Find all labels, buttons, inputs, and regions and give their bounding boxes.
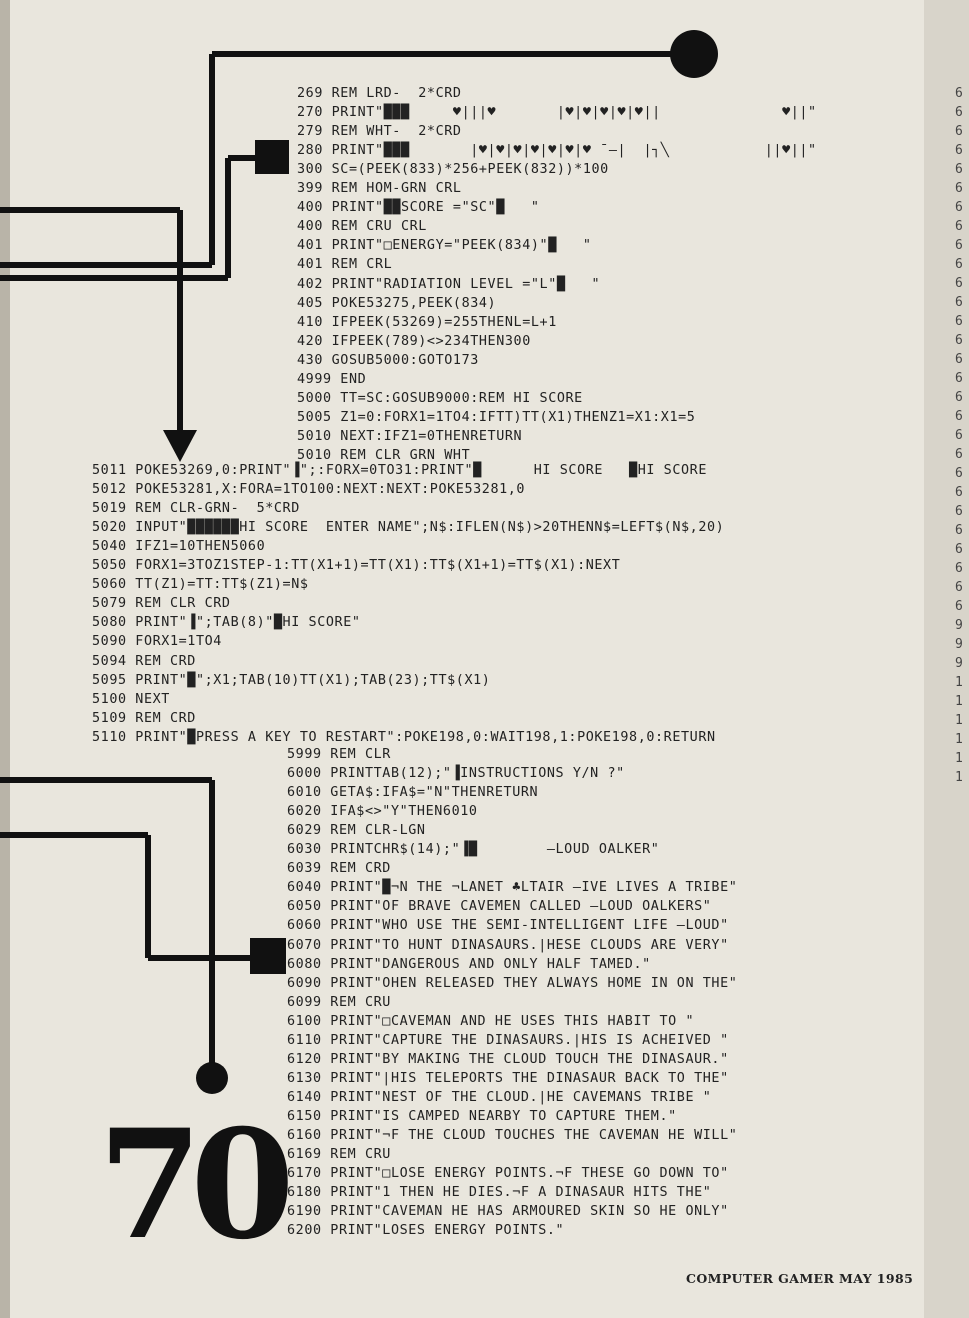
code-line: 402 PRINT"RADIATION LEVEL ="L"█ " [297,276,601,292]
code-line: 6160 PRINT"¬F THE CLOUD TOUCHES THE CAVEMAN HE WILL" [287,1128,738,1143]
code-line: 400 REM CRU CRL [297,219,427,235]
code-line: 6010 GETA$:IFA$="N"THENRETURN [287,785,539,801]
code-line: 5000 TT=SC:GOSUB9000:REM HI SCORE [297,390,583,406]
code-line: 300 SC=(PEEK(833)*256+PEEK(832))*100 [297,162,609,178]
code-line: 401 REM CRL [297,257,393,273]
code-line: 6180 PRINT"1 THEN HE DIES.¬F A DINASAUR HITS THE" [287,1185,712,1201]
code-line: 5050 FORX1=3TOZ1STEP-1:TT(X1+1)=TT(X1):TT$(X1+1)=TT$(X1):NEXT [92,558,621,574]
code-line: 6140 PRINT"NEST OF THE CLOUD.|HE CAVEMANS TRIBE " [287,1089,712,1105]
code-line: 6000 PRINTTAB(12);"▐INSTRUCTIONS Y/N ?" [287,766,625,782]
code-line: 5010 NEXT:IFZ1=0THENRETURN [297,428,523,444]
code-line: 5020 INPUT"██████HI SCORE ENTER NAME";N$:IFLEN(N$)>20THENN$=LEFT$(N$,20) [92,520,725,536]
code-line: 6060 PRINT"WHO USE THE SEMI-INTELLIGENT LIFE —LOUD" [287,918,729,934]
code-line: 5011 POKE53269,0:PRINT"▐";:FORX=0TO31:PRINT"█ HI SCORE █HI SCORE [92,463,707,478]
code-line: 6070 PRINT"TO HUNT DINASAURS.|HESE CLOUDS ARE VERY" [287,937,729,953]
code-line: 280 PRINT"███ |♥|♥|♥|♥|♥|♥|♥ ¯—| |┐╲ ||♥||" [297,143,817,159]
code-line: 5999 REM CLR [287,747,391,762]
code-line: 6150 PRINT"IS CAMPED NEARBY TO CAPTURE THEM." [287,1108,677,1124]
code-line: 6200 PRINT"LOSES ENERGY POINTS." [287,1223,565,1239]
code-line: 6030 PRINTCHR$(14);"▐█ —LOUD OALKER" [287,842,660,858]
magazine-footer: COMPUTER GAMER MAY 1985 [686,1271,914,1286]
code-line: 5060 TT(Z1)=TT:TT$(Z1)=N$ [92,577,309,593]
code-line: 6110 PRINT"CAPTURE THE DINASAURS.|HIS IS ACHEIVED " [287,1032,729,1048]
code-line: 410 IFPEEK(53269)=255THENL=L+1 [297,314,557,330]
code-line: 269 REM LRD- 2*CRD [297,86,462,101]
code-line: 6190 PRINT"CAVEMAN HE HAS ARMOURED SKIN SO HE ONLY" [287,1204,729,1220]
code-line: 6170 PRINT"□LOSE ENERGY POINTS.¬F THESE GO DOWN TO" [287,1166,729,1182]
code-line: 5019 REM CLR-GRN- 5*CRD [92,501,300,517]
code-line: 420 IFPEEK(789)<>234THEN300 [297,333,531,349]
code-line: 401 PRINT"□ENERGY="PEEK(834)"█ " [297,238,592,254]
page-number: 70 [98,1097,283,1273]
code-line: 5095 PRINT"█";X1;TAB(10)TT(X1);TAB(23);TT$(X1) [92,672,491,688]
code-line: 5090 FORX1=1TO4 [92,634,222,650]
code-line: 430 GOSUB5000:GOTO173 [297,352,479,368]
code-line: 399 REM HOM-GRN CRL [297,181,462,197]
code-line: 279 REM WHT- 2*CRD [297,124,462,140]
code-line: 5040 IFZ1=10THEN5060 [92,539,266,555]
code-line: 5094 REM CRD [92,653,196,669]
code-line: 6120 PRINT"BY MAKING THE CLOUD TOUCH THE DINASAUR." [287,1051,729,1067]
code-line: 6029 REM CLR-LGN [287,823,426,839]
code-line: 6040 PRINT"█¬N THE ¬LANET ♣LTAIR —IVE LIVES A TRIBE" [287,880,738,896]
code-line: 6039 REM CRD [287,861,391,877]
code-line: 6090 PRINT"OHEN RELEASED THEY ALWAYS HOME IN ON THE" [287,975,738,991]
code-line: 405 POKE53275,PEEK(834) [297,295,497,311]
code-line: 6169 REM CRU [287,1147,391,1163]
code-line: 5079 REM CLR CRD [92,596,231,612]
code-line: 5080 PRINT"▐";TAB(8)"█HI SCORE" [92,615,361,631]
code-line: 5012 POKE53281,X:FORA=1TO100:NEXT:NEXT:POKE53281,0 [92,482,526,498]
next-page-line-numbers: 6 6 6 6 6 6 6 6 6 6 6 6 6 6 6 6 6 6 6 6 6 6 6 6 6 6 6 6 9 9 9 1 1 1 1 1 1 [955,86,963,785]
code-line: 5010 REM CLR GRN WHT [297,447,471,463]
code-line: 6050 PRINT"OF BRAVE CAVEMEN CALLED —LOUD OALKERS" [287,899,712,915]
code-line: 5109 REM CRD [92,710,196,726]
code-line: 6100 PRINT"□CAVEMAN AND HE USES THIS HABIT TO " [287,1013,695,1029]
code-line: 270 PRINT"███ ♥|||♥ |♥|♥|♥|♥|♥|| ♥||" [297,105,817,121]
code-line: 4999 END [297,371,367,387]
code-line: 6080 PRINT"DANGEROUS AND ONLY HALF TAMED." [287,956,651,972]
code-line: 6130 PRINT"|HIS TELEPORTS THE DINASAUR BACK TO THE" [287,1070,729,1086]
code-line: 5110 PRINT"█PRESS A KEY TO RESTART":POKE198,0:WAIT198,1:POKE198,0:RETURN [92,729,716,745]
code-line: 5100 NEXT [92,691,170,707]
code-line: 6099 REM CRU [287,994,391,1010]
code-line: 400 PRINT"██SCORE ="SC"█ " [297,200,540,216]
code-line: 5005 Z1=0:FORX1=1TO4:IFTT)TT(X1)THENZ1=X1:X1=5 [297,409,696,425]
code-line: 6020 IFA$<>"Y"THEN6010 [287,804,478,820]
